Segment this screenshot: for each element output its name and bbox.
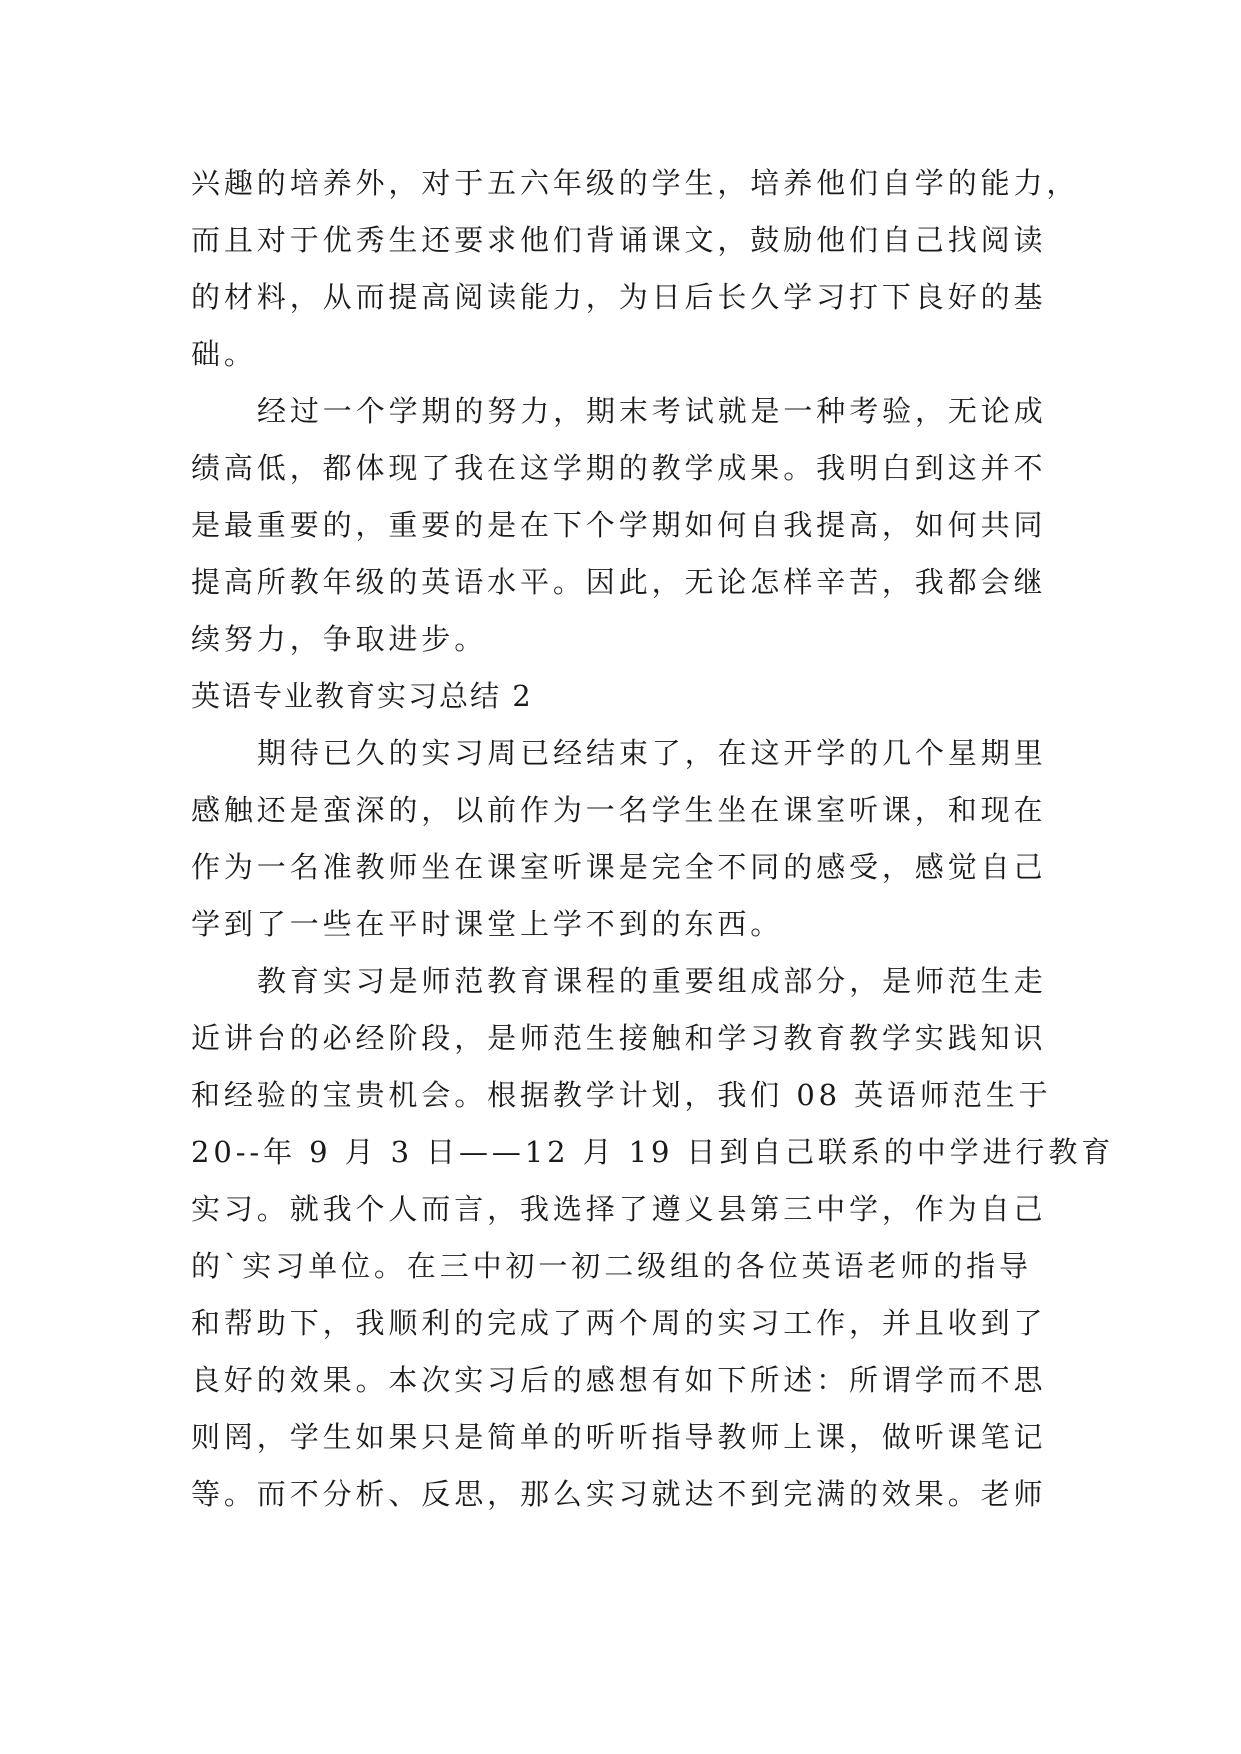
text-line: 的材料，从而提高阅读能力，为日后长久学习打下良好的基: [191, 280, 1047, 314]
text-line: 良好的效果。本次实习后的感想有如下所述：所谓学而不思: [191, 1363, 1047, 1397]
text-line: 础。: [191, 337, 257, 371]
text-line: 近讲台的必经阶段，是师范生接触和学习教育教学实践知识: [191, 1021, 1047, 1055]
section-heading: 英语专业教育实习总结 2: [191, 679, 533, 713]
text-line: 等。而不分析、反思，那么实习就达不到完满的效果。老师: [191, 1477, 1047, 1511]
text-line: 的`实习单位。在三中初一初二级组的各位英语老师的指导: [191, 1249, 1032, 1283]
text-line: 是最重要的，重要的是在下个学期如何自我提高，如何共同: [191, 508, 1047, 542]
text-line: 绩高低，都体现了我在这学期的教学成果。我明白到这并不: [191, 451, 1047, 485]
text-line: 和帮助下，我顺利的完成了两个周的实习工作，并且收到了: [191, 1306, 1047, 1340]
text-line: 兴趣的培养外，对于五六年级的学生，培养他们自学的能力，: [191, 166, 1080, 200]
text-line: 教育实习是师范教育课程的重要组成部分，是师范生走: [257, 964, 1047, 998]
text-line: 续努力，争取进步。: [191, 622, 488, 656]
text-line: 则罔，学生如果只是简单的听听指导教师上课，做听课笔记: [191, 1420, 1047, 1454]
text-line: 期待已久的实习周已经结束了，在这开学的几个星期里: [257, 736, 1047, 770]
text-line: 实习。就我个人而言，我选择了遵义县第三中学，作为自己: [191, 1192, 1047, 1226]
document-body: [191, 155, 1115, 1523]
text-line: 感触还是蛮深的，以前作为一名学生坐在课室听课，和现在: [191, 793, 1047, 827]
text-line: 和经验的宝贵机会。根据教学计划，我们 08 英语师范生于: [191, 1078, 1052, 1112]
text-line: 经过一个学期的努力，期末考试就是一种考验，无论成: [257, 394, 1047, 428]
text-line: 而且对于优秀生还要求他们背诵课文，鼓励他们自己找阅读: [191, 223, 1047, 257]
text-line: 作为一名准教师坐在课室听课是完全不同的感受，感觉自己: [191, 850, 1047, 884]
text-line: 学到了一些在平时课堂上学不到的东西。: [191, 907, 784, 941]
text-line: 提高所教年级的英语水平。因此，无论怎样辛苦，我都会继: [191, 565, 1047, 599]
text-line: 20--年 9 月 3 日——12 月 19 日到自己联系的中学进行教育: [191, 1135, 1115, 1169]
